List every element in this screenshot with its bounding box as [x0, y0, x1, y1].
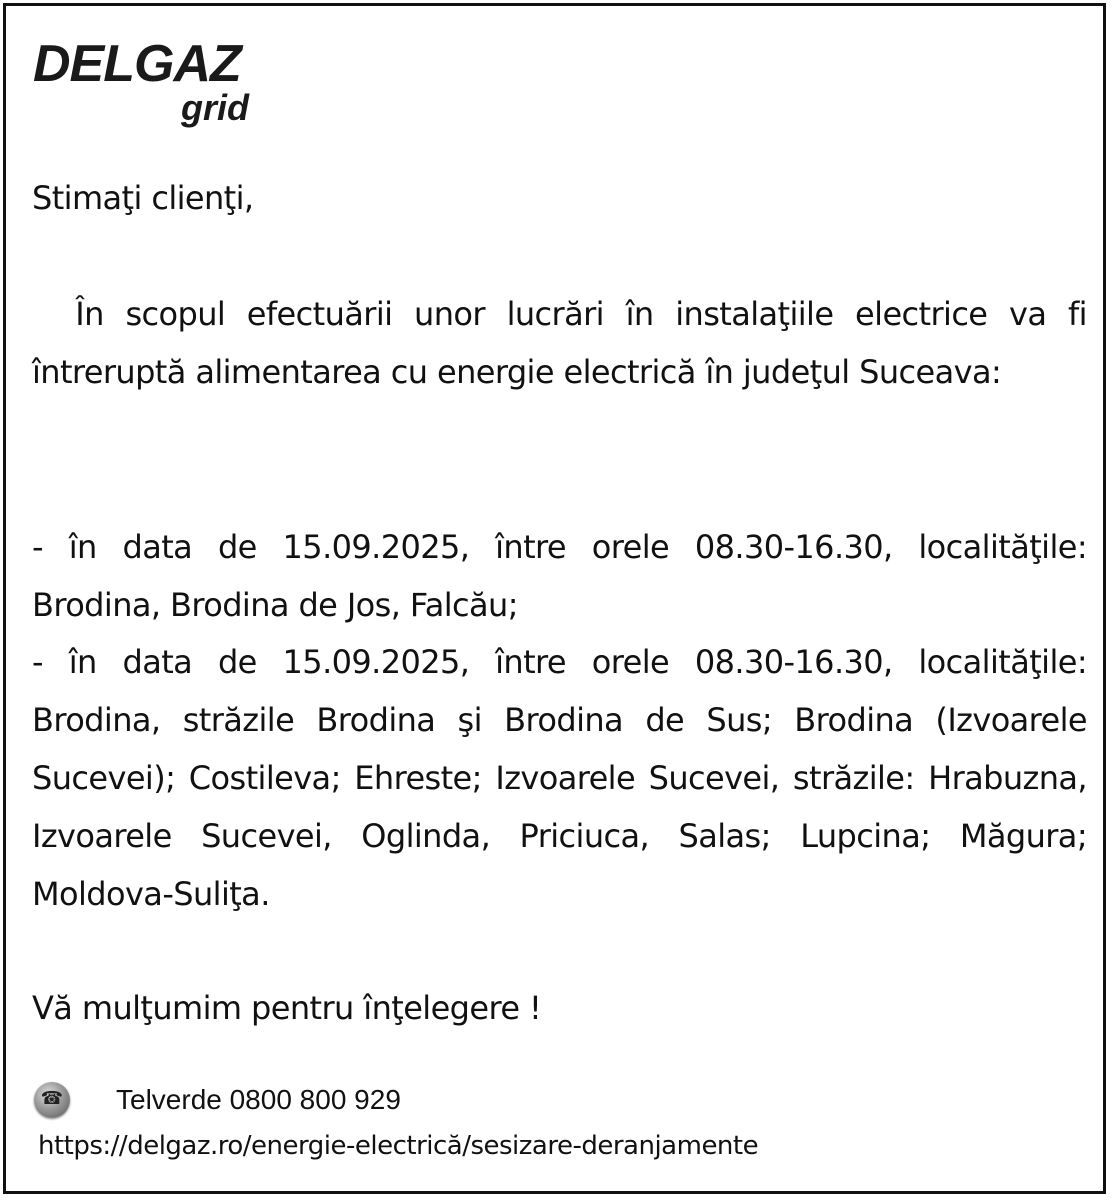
- phone-number: Telverde 0800 800 929: [116, 1084, 401, 1115]
- thanks-text: Vă mulţumim pentru înţelegere !: [32, 989, 542, 1027]
- greeting: Stimaţi clienţi,: [32, 179, 254, 217]
- logo-sub: grid: [181, 87, 249, 128]
- report-url[interactable]: https://delgaz.ro/energie-electrică/sesizare-deranjamente: [38, 1131, 759, 1161]
- delgaz-grid-logo: [33, 36, 293, 136]
- contact-line: [32, 1080, 1072, 1120]
- phone-icon: ☎: [34, 1082, 70, 1118]
- outage-item-1: - în data de 15.09.2025, între orele 08.30-16.30, localităţile: Brodina, Brodina de Jos, Falcău;: [32, 528, 1087, 624]
- intro-text: În scopul efectuării unor lucrări în instalaţiile electrice va fi întreruptă alimentarea cu energie electrică în judeţul Suceava:: [32, 295, 1087, 391]
- outage-item-2: - în data de 15.09.2025, între orele 08.30-16.30, localităţile: Brodina, străzile Brodina şi Brodina de Sus; Brodina (Izvoarele Sucevei); Costileva; Ehreste; Izvoarele Sucevei, străzile: Hrabuzna, Izvoarele Sucevei, Oglinda, Priciuca, Salas; Lupcina; Măgura; Moldova-Suliţa.: [32, 643, 1087, 913]
- logo-brand: DELGAZ: [33, 35, 241, 93]
- intro-paragraph: [32, 285, 1087, 401]
